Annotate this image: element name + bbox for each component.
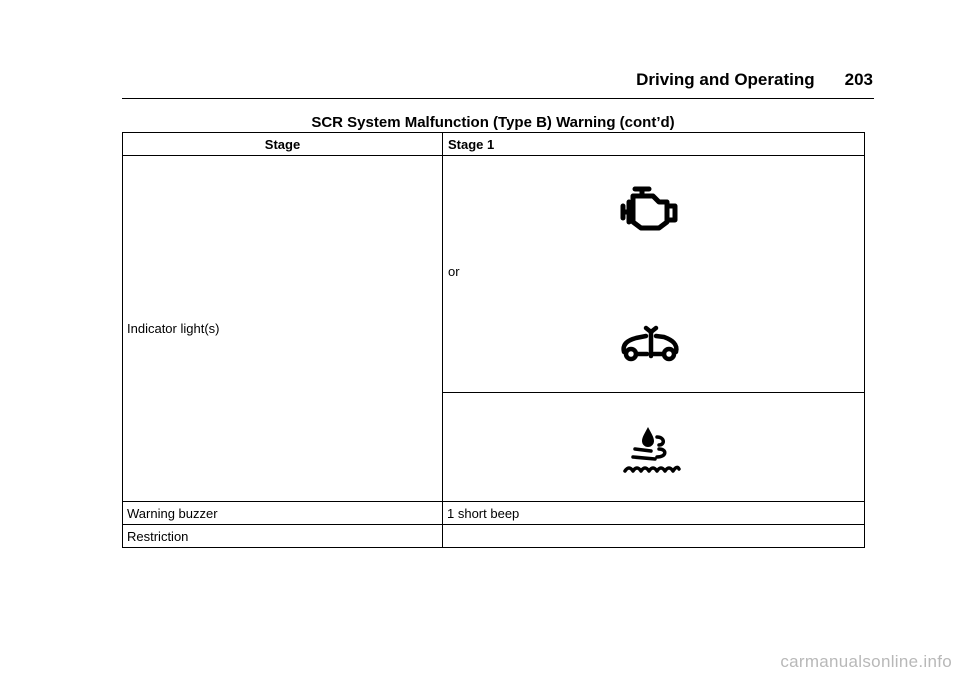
check-engine-icon xyxy=(619,184,681,236)
or-text: or xyxy=(448,264,460,279)
def-icon-cell xyxy=(443,393,865,502)
restriction-label: Restriction xyxy=(123,525,443,548)
header-divider xyxy=(122,98,874,99)
warning-table xyxy=(122,132,865,548)
table-header-row xyxy=(123,133,865,156)
page-number: 203 xyxy=(844,70,873,89)
indicator-label: Indicator light(s) xyxy=(123,156,443,502)
watermark: carmanualsonline.info xyxy=(780,652,952,671)
restriction-value xyxy=(443,525,865,548)
table-row xyxy=(123,502,865,525)
col-header-stage-1: Stage 1 xyxy=(443,133,865,156)
service-vehicle-icon xyxy=(618,324,682,364)
def-fluid-warning-icon xyxy=(621,425,681,477)
table-title: SCR System Malfunction (Type B) Warning (cont’d) xyxy=(311,114,675,131)
indicator-icons-cell xyxy=(443,156,865,393)
buzzer-label: Warning buzzer xyxy=(123,502,443,525)
table-row xyxy=(123,156,865,393)
table-row xyxy=(123,525,865,548)
col-header-stage: Stage xyxy=(123,133,443,156)
page-header xyxy=(122,70,873,96)
section-title: Driving and Operating xyxy=(636,70,815,89)
buzzer-value: 1 short beep xyxy=(443,502,865,525)
